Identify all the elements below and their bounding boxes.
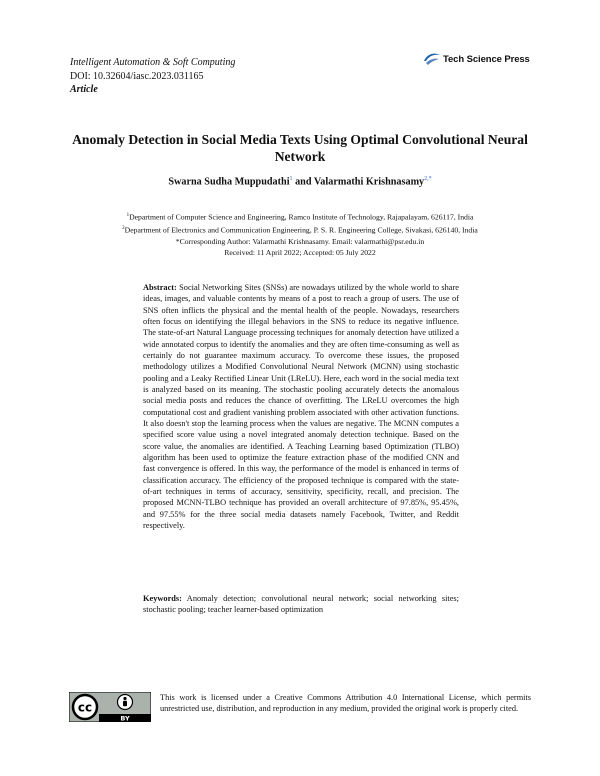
keywords [143, 593, 459, 616]
cc-badge-text: cc [77, 700, 93, 715]
affiliation-marker: 1 [289, 176, 293, 182]
publisher-swoosh-icon [423, 52, 441, 66]
paper-title: Anomaly Detection in Social Media Texts Using Optimal Convolutional Neural Network [72, 132, 528, 164]
affiliation-line [60, 223, 540, 236]
author-name: Swarna Sudha Muppudathi [168, 176, 290, 188]
cc-by-license-badge[interactable] [69, 692, 151, 722]
keywords-text: Anomaly detection; convolutional neural network; social networking sites; stochastic pooling; teacher learner-based optimization [143, 594, 459, 615]
keywords-label: Keywords: [143, 594, 182, 603]
author-connector: and [292, 176, 314, 188]
affiliation-text: Department of Electronics and Communication Engineering, P. S. R. Engineering College, Sivakasi, 626140, India [124, 225, 478, 235]
author-name: Valarmathi Krishnasamy [313, 176, 425, 188]
author-list [60, 176, 540, 187]
affiliation-marker: 1 [126, 213, 130, 218]
affiliation-marker: 2,* [424, 176, 432, 182]
abstract [143, 282, 459, 531]
corresponding-author: *Corresponding Author: Valarmathi Krishnasamy. Email: valarmathi@psr.edu.in [175, 236, 425, 246]
abstract-label: Abstract: [143, 283, 177, 292]
publisher-name: Tech Science Press [443, 53, 530, 65]
by-badge-text: BY [120, 714, 130, 722]
journal-name: Intelligent Automation & Soft Computing [70, 57, 236, 68]
affiliation-marker: 2 [122, 225, 125, 231]
received-accepted-dates: Received: 11 April 2022; Accepted: 05 July 2022 [224, 247, 376, 257]
affiliations [60, 210, 540, 258]
doi: DOI: 10.32604/iasc.2023.031165 [70, 70, 204, 82]
journal-header [70, 56, 235, 97]
license-statement: This work is licensed under a Creative Commons Attribution 4.0 International License, which permits unrestricted use, distribution, and reproduction in any medium, provided the original work is properly cited. [160, 693, 531, 713]
affiliation-line [60, 210, 540, 223]
abstract-text: Social Networking Sites (SNSs) are nowadays utilized by the whole world to share ideas, images, and valuable contents by means of a post to reach a group of users. The use of SNS often inflicts the physical and the mental health of the people. Nowadays, researchers often focus on identifying the illegal behaviors in the SNS to reduce its negative influence. The state-of-art Natural Language processing techniques for anomaly detection have utilized a wide annotated corpus to identify the anomalies and they are often time-consuming as well as certainly do not guarantee maximum accuracy. To overcome these issues, the proposed methodology utilizes a Modified Convolutional Neural Network (MCNN) using stochastic pooling and a Leaky Rectified Linear Unit (LReLU). Here, each word in the social media text is analyzed based on its meaning. The stochastic pooling accurately detects the anomalous social media posts and reduces the chance of overfitting. The LReLU overcomes the high computational cost and gradient vanishing problem associated with other activation functions. It also doesn't stop the learning process when the values are negative. The MCNN computes a specified score value using a novel integrated anomaly detection technique. Based on the score value, the anomalies are identified. A Teaching Learning based Optimization (TLBO) algorithm has been used to optimize the feature extraction phase of the modified CNN and fast convergence is offered. In this way, the performance of the model is enhanced in terms of classification accuracy. The efficiency of the proposed technique is compared with the state-of-art techniques in terms of accuracy, sensitivity, specificity, recall, and precision. The proposed MCNN-TLBO technique has provided an overall architecture of 97.85%, 95.45%, and 97.55% for the three social media datasets namely Facebook, Twitter, and Reddit respectively. [143, 283, 459, 530]
publisher-logo [423, 52, 530, 66]
article-type: Article [70, 84, 98, 95]
affiliation-text: Department of Computer Science and Engineering, Ramco Institute of Technology, Rajapalayam, 626117, India [129, 212, 474, 222]
